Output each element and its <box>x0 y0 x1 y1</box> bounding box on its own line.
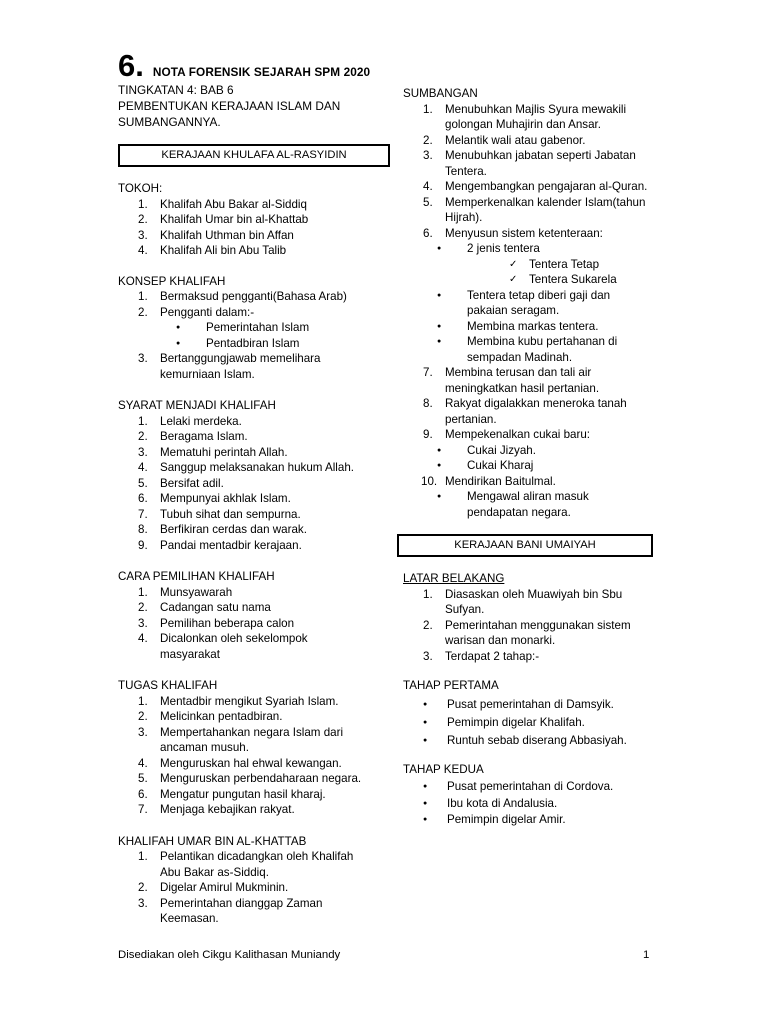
list-item: 3. Pemilihan beberapa calon <box>138 616 295 630</box>
list-item: 5. Menguruskan perbendaharaan negara. <box>138 772 362 785</box>
list-item: 2. Melicinkan pentadbiran. <box>138 710 283 723</box>
list-item: 1. Mentadbir mengikut Syariah Islam. <box>138 694 339 708</box>
bullet-item: ● 2 jenis tentera <box>403 241 673 257</box>
list-item-continuation: Sufyan. <box>445 603 485 616</box>
konsep-list <box>118 289 390 320</box>
list-item: 9. Mempekenalkan cukai baru: <box>423 428 591 441</box>
konsep-sub-list <box>118 320 390 351</box>
list-item: 8. Rakyat digalakkan meneroka tanah <box>423 397 627 410</box>
bullet-item: ● Membina markas tentera. <box>403 319 673 335</box>
list-item: 1. Munsyawarah <box>138 585 233 599</box>
tentera-bullets <box>403 241 673 257</box>
list-item: 1. Pelantikan dicadangkan oleh Khalifah <box>138 850 354 863</box>
section-heading: KONSEP KHALIFAH <box>118 274 226 288</box>
list-item: 1. Khalifah Abu Bakar al-Siddiq <box>138 197 307 211</box>
list-item-continuation: Hijrah). <box>445 211 483 224</box>
sumbangan-list <box>403 102 673 242</box>
list-item: 6. Menyusun sistem ketenteraan: <box>423 226 603 240</box>
list-item: 6. Mempunyai akhlak Islam. <box>138 492 291 505</box>
list-item: 3. Bertanggungjawab memelihara <box>138 352 321 365</box>
list-item: 8. Berfikiran cerdas dan warak. <box>138 523 307 536</box>
bullet-item: ● Pusat pemerintahan di Cordova. <box>403 779 673 796</box>
cukai-bullets <box>403 443 673 474</box>
list-item-continuation: meningkatkan hasil pertanian. <box>445 381 600 395</box>
tentera-bullets-cont <box>403 288 673 366</box>
title-text: NOTA FORENSIK SEJARAH SPM 2020 <box>152 65 371 79</box>
bullet-item: ● Pemimpin digelar Amir. <box>403 812 673 829</box>
section-heading: TAHAP KEDUA <box>403 762 484 776</box>
section-heading: CARA PEMILIHAN KHALIFAH <box>118 570 275 583</box>
section-box-heading: KERAJAAN BANI UMAIYAH <box>397 534 653 557</box>
list-item: 7. Membina terusan dan tali air <box>423 366 592 379</box>
list-item: 2. Pemerintahan menggunakan sistem <box>423 618 631 632</box>
list-item: 2. Beragama Islam. <box>138 430 248 443</box>
bullet-item: ● Pemimpin digelar Khalifah. <box>403 714 673 732</box>
list-item: 5. Memperkenalkan kalender Islam(tahun <box>423 195 646 209</box>
footer-credit: Disediakan oleh Cikgu Kalithasan Muniandy <box>118 949 341 961</box>
check-item: ✓ Tentera Tetap <box>509 257 600 271</box>
tokoh-list <box>118 197 390 259</box>
cara-list <box>118 585 390 663</box>
list-item: 1. Menubuhkan Majlis Syura mewakili <box>423 102 627 116</box>
latar-list <box>403 587 673 665</box>
bullet-item: ● Runtuh sebab diserang Abbasiyah. <box>403 732 673 750</box>
list-item: 2. Digelar Amirul Mukminin. <box>138 881 289 894</box>
left-column <box>118 48 390 927</box>
list-item: 3. Mematuhi perintah Allah. <box>138 445 288 459</box>
list-item: 4. Menguruskan hal ehwal kewangan. <box>138 756 342 770</box>
list-item: 2. Melantik wali atau gabenor. <box>423 133 586 147</box>
baitulmal-bullets <box>403 489 673 520</box>
list-item: 3. Mempertahankan negara Islam dari <box>138 725 344 739</box>
check-item: ✓ Tentera Sukarela <box>509 273 617 286</box>
list-item: 9. Pandai mentadbir kerajaan. <box>138 538 302 552</box>
subtitle-line: TINGKATAN 4: BAB 6 <box>118 83 234 97</box>
section-heading: TOKOH: <box>118 182 163 195</box>
list-item: 4. Khalifah Ali bin Abu Talib <box>138 244 287 257</box>
bullet-item: ● Tentera tetap diberi gaji dan pakaian seragam. <box>403 288 673 319</box>
list-item: 3. Khalifah Uthman bin Affan <box>138 228 294 242</box>
bullet-item: ● Pentadbiran Islam <box>118 336 390 352</box>
list-item-continuation: masyarakat <box>160 647 220 661</box>
list-item-continuation: Keemasan. <box>160 912 219 925</box>
list-item-continuation: warisan dan monarki. <box>445 634 556 647</box>
list-item: 3. Pemerintahan dianggap Zaman <box>138 896 323 910</box>
bullet-item: ● Membina kubu pertahanan di sempadan Madinah. <box>403 334 673 365</box>
list-item: 1. Bermaksud pengganti(Bahasa Arab) <box>138 290 347 303</box>
tugas-list <box>118 694 390 818</box>
list-item: 2. Cadangan satu nama <box>138 601 271 614</box>
chapter-number: 6. <box>118 48 144 83</box>
list-item: 1. Lelaki merdeka. <box>138 414 242 428</box>
list-item-continuation: pertanian. <box>445 412 497 426</box>
subtitle-line: PEMBENTUKAN KERAJAAN ISLAM DAN <box>118 99 341 113</box>
bullet-item: ● Cukai Kharaj <box>403 458 673 474</box>
list-item: 5. Bersifat adil. <box>138 476 224 490</box>
check-icon: ✓ <box>509 274 518 285</box>
syarat-list <box>118 414 390 554</box>
check-icon: ✓ <box>509 258 518 270</box>
bullet-item: ● Pusat pemerintahan di Damsyik. <box>403 696 673 714</box>
list-item: 2. Pengganti dalam:- <box>138 305 255 319</box>
list-item-continuation: golongan Muhajirin dan Ansar. <box>445 118 601 131</box>
section-heading: TUGAS KHALIFAH <box>118 679 218 692</box>
list-item: 3. Menubuhkan jabatan seperti Jabatan <box>423 149 636 162</box>
konsep-list-cont <box>118 351 390 382</box>
bullet-item: ● Cukai Jizyah. <box>403 443 673 459</box>
page-number: 1 <box>643 949 650 961</box>
section-heading: LATAR BELAKANG <box>403 572 505 585</box>
sumbangan-list-cont <box>403 365 673 443</box>
section-heading: TAHAP PERTAMA <box>403 679 499 692</box>
list-item: 7. Tubuh sihat dan sempurna. <box>138 507 301 521</box>
list-item-continuation: ancaman musuh. <box>160 741 249 754</box>
bullet-item: ● Pemerintahan Islam <box>118 320 390 336</box>
list-item-continuation: kemurniaan Islam. <box>160 367 255 381</box>
list-item: 7. Menjaga kebajikan rakyat. <box>138 803 295 816</box>
umar-list <box>118 849 390 927</box>
list-item: 2. Khalifah Umar bin al-Khattab <box>138 213 309 226</box>
tahap2-bullets <box>403 779 673 829</box>
list-item-continuation: Tentera. <box>445 164 487 178</box>
section-box-heading: KERAJAAN KHULAFA AL-RASYIDIN <box>118 144 390 167</box>
list-item: 3. Terdapat 2 tahap:- <box>423 649 540 663</box>
list-item: 1. Diasaskan oleh Muawiyah bin Sbu <box>423 587 623 601</box>
list-item: 6. Mengatur pungutan hasil kharaj. <box>138 787 326 801</box>
tahap1-bullets <box>403 696 673 750</box>
list-item: 10. Mendirikan Baitulmal. <box>421 474 556 488</box>
list-item: 4. Dicalonkan oleh sekelompok <box>138 632 308 645</box>
sumbangan-list-end <box>403 474 673 490</box>
document-title <box>118 48 390 82</box>
bullet-item: ● Mengawal aliran masuk pendapatan negara. <box>403 489 673 520</box>
list-item: 4. Mengembangkan pengajaran al-Quran. <box>423 180 648 193</box>
list-item: 4. Sanggup melaksanakan hukum Allah. <box>138 461 355 474</box>
right-column <box>403 86 673 829</box>
section-heading: SYARAT MENJADI KHALIFAH <box>118 399 276 412</box>
tentera-checklist <box>403 257 673 288</box>
section-heading: SUMBANGAN <box>403 87 478 100</box>
section-heading: KHALIFAH UMAR BIN AL-KHATTAB <box>118 834 307 848</box>
subtitle-line: SUMBANGANNYA. <box>118 115 221 129</box>
list-item-continuation: Abu Bakar as-Siddiq. <box>160 865 269 879</box>
bullet-item: ● Ibu kota di Andalusia. <box>403 796 673 813</box>
